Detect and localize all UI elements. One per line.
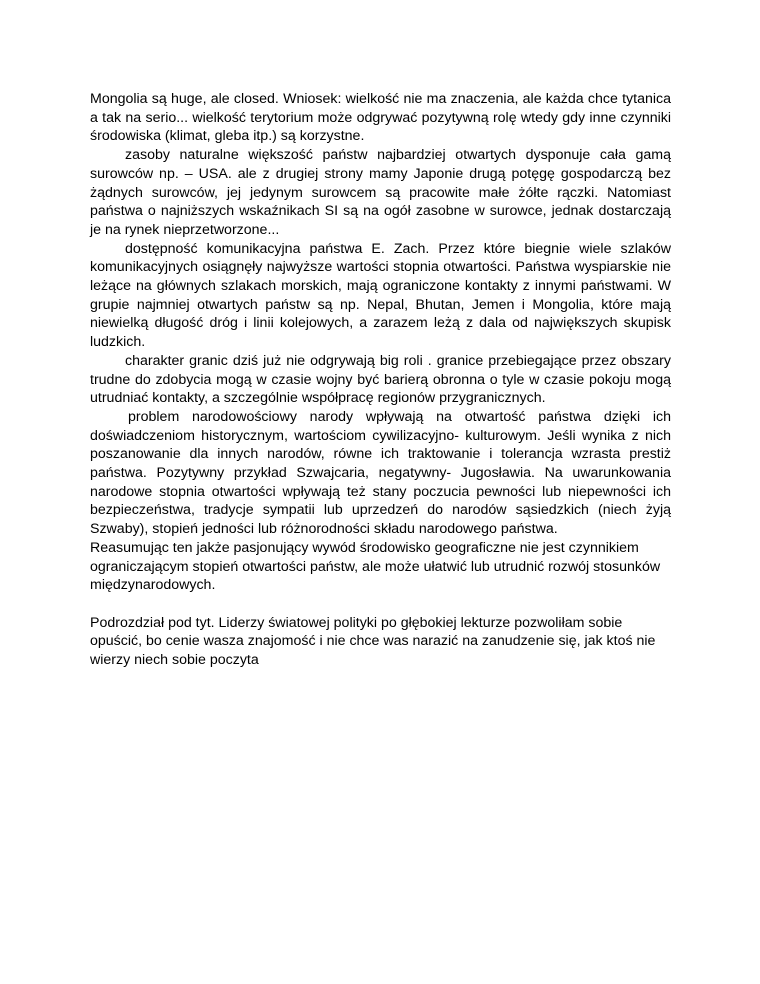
paragraph-subchapter-note: Podrozdział pod tyt. Liderzy światowej polityki po głębokiej lekturze pozwoliłam sobie opuścić, bo cenie wasza znajomość i nie chce was narazić na zanudzenie się, jak ktoś nie wierzy niech sobie poczyta: [90, 614, 656, 669]
paragraph-nationality: problem narodowościowy narody wpływają na otwartość państwa dzięki ich doświadczeniom historycznym, wartościom cywilizacyjno- kulturowym. Jeśli wynika z nich poszanowanie dla innych narodów, równe ich traktowanie i tolerancja wzrasta prestiż państwa. Pozytywny przykład Szwajcaria, negatywny- Jugosławia. Na uwarunkowania narodowe stopnia otwartości wpływają też stany poczucia pewności lub niepewności ich bezpieczeństwa, tradycje sympatii lub uprzedzeń do narodów sąsiedzkich (niech żyją Szwaby), stopień jedności lub różnorodności składu narodowego państwa.: [90, 408, 671, 538]
paragraph-summary: Reasumując ten jakże pasjonujący wywód środowisko geograficzne nie jest czynnikiem ograniczającym stopień otwartości państw, ale może ułatwić lub utrudnić rozwój stosunków międzynarodowych.: [90, 539, 661, 594]
paragraph-borders: charakter granic dziś już nie odgrywają big roli . granice przebiegające przez obszary trudne do zdobycia mogą w czasie wojny być barierą obronna o tyle w czasie pokoju mogą utrudniać kontakty, a szczególnie współpracę regionów przygranicznych.: [90, 352, 671, 407]
body-text: [90, 90, 671, 670]
paragraph-transport-access: dostępność komunikacyjna państwa E. Zach. Przez które biegnie wiele szlaków komunikacyjnych osiągnęły najwyższe wartości stopnia otwartości. Państwa wyspiarskie nie leżące na głównych szlakach morskich, mają ograniczone kontakty z innymi państwami. W grupie najmniej otwartych państw są np. Nepal, Bhutan, Jemen i Mongolia, które mają niewielką długość dróg i linii kolejowych, a zarazem leżą z dala od największych skupisk ludzkich.: [90, 240, 671, 351]
paragraph-natural-resources: zasoby naturalne większość państw najbardziej otwartych dysponuje cała gamą surowców np. – USA. ale z drugiej strony mamy Japonie drugą potęgę gospodarczą bez żądnych surowców, jej jedynym surowcem są pracowite małe żółte rączki. Natomiast państwa o najniższych wskaźnikach SI są na ogół zasobne w surowce, jednak dostarczają je na rynek nieprzetworzone...: [90, 147, 671, 238]
paragraph-mongolia: Mongolia są huge, ale closed. Wniosek: wielkość nie ma znaczenia, ale każda chce tytanica a tak na serio... wielkość terytorium może odgrywać pozytywną rolę wtedy gdy inne czynniki środowiska (klimat, gleba itp.) są korzystne.: [90, 91, 671, 145]
paragraph-spacer: [90, 595, 671, 614]
